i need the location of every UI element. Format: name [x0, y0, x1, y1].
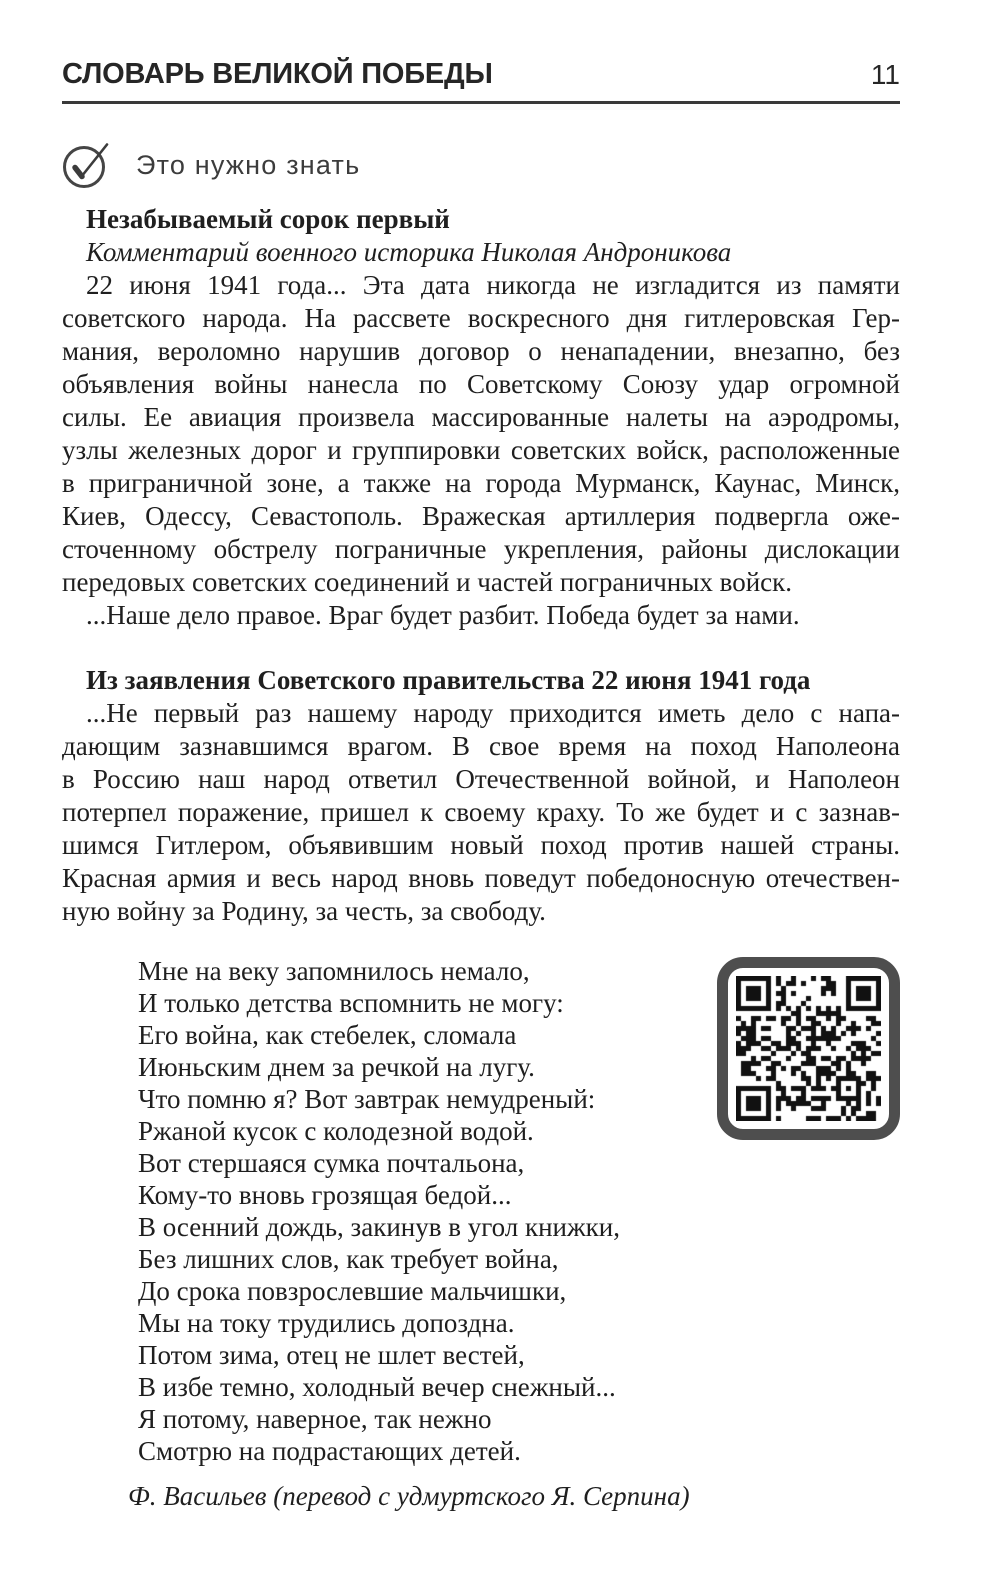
- poem-line: Кому-то вновь грозящая бедой...: [138, 1180, 512, 1210]
- paragraph-line: ...Наше дело правое. Враг будет разбит. Победа будет за нами.: [86, 600, 800, 630]
- poem-line: В осенний дождь, закинув в угол книжки,: [138, 1212, 620, 1242]
- poem-line: До срока повзрослевшие мальчишки,: [138, 1276, 567, 1306]
- poem-line: Я потому, наверное, так нежно: [138, 1404, 492, 1434]
- paragraph-line: дающим зазнавшимся врагом. В свое время на поход Наполеона: [62, 731, 900, 761]
- running-title: СЛОВАРЬ ВЕЛИКОЙ ПОБЕДЫ: [62, 58, 493, 90]
- paragraph-line: Киев, Одессу, Севастополь. Вражеская артиллерия подвергла оже-: [62, 501, 900, 531]
- paragraph-line: Красная армия и весь народ вновь поведут победоносную отечествен-: [62, 863, 900, 893]
- paragraph-line: объявления войны нанесла по Советскому Союзу удар огромной: [62, 369, 900, 399]
- paragraph-line: шимся Гитлером, объявившим новый поход против нашей страны.: [62, 830, 900, 860]
- qr-code: [717, 957, 900, 1140]
- poem-line: Июньским днем за речкой на лугу.: [138, 1052, 535, 1082]
- paragraph-line: в приграничной зоне, а также на города Мурманск, Каунас, Минск,: [62, 468, 900, 498]
- poem-line: Что помню я? Вот завтрак немудреный:: [138, 1084, 596, 1114]
- page-number: 11: [870, 59, 900, 90]
- section1-paragraph: [62, 269, 900, 632]
- callout-label: Это нужно знать: [136, 149, 361, 180]
- paragraph-line: мания, вероломно нарушив договор о ненападении, внезапно, без: [62, 336, 900, 366]
- poem-line: Ржаной кусок с колодезной водой.: [138, 1116, 534, 1146]
- poem-line: Мне на веку запомнилось немало,: [138, 956, 530, 986]
- know-this-callout: [62, 140, 900, 190]
- paragraph-line: передовых советских соединений и частей пограничных войск.: [62, 567, 793, 597]
- section2-paragraph: [62, 697, 900, 928]
- paragraph-line: ...Не первый раз нашему народу приходится иметь дело с напа-: [86, 698, 900, 728]
- section2-heading: Из заявления Советского правительства 22 июня 1941 года: [86, 665, 811, 695]
- poem-line: Его война, как стебелек, сломала: [138, 1020, 517, 1050]
- poem-attribution: Ф. Васильев (перевод с удмуртского Я. Серпина): [128, 1481, 690, 1511]
- poem-line: Без лишних слов, как требует война,: [138, 1244, 559, 1274]
- poem-line: Потом зима, отец не шлет вестей,: [138, 1340, 525, 1370]
- paragraph-line: сточенному обстрелу пограничные укрепления, районы дислокации: [62, 534, 900, 564]
- section1-heading: Незабываемый сорок первый: [86, 204, 450, 234]
- section1-subheading: Комментарий военного историка Николая Андроникова: [86, 237, 732, 267]
- paragraph-line: узлы железных дорог и группировки советских войск, расположенные: [62, 435, 900, 465]
- poem-line: Смотрю на подрастающих детей.: [138, 1436, 521, 1466]
- poem-line: Вот стершаяся сумка почтальона,: [138, 1148, 525, 1178]
- check-circle-icon: [62, 140, 112, 190]
- poem-line: В избе темно, холодный вечер снежный...: [138, 1372, 616, 1402]
- paragraph-line: в Россию наш народ ответил Отечественной войной, и Наполеон: [62, 764, 900, 794]
- paragraph-line: 22 июня 1941 года... Эта дата никогда не изгладится из памяти: [86, 270, 900, 300]
- poem-section: [62, 955, 900, 1467]
- paragraph-line: советского народа. На рассвете воскресного дня гитлеровская Гер-: [62, 303, 900, 333]
- running-header: [62, 58, 900, 104]
- paragraph-line: ную войну за Родину, за честь, за свободу.: [62, 896, 546, 926]
- paragraph-line: потерпел поражение, пришел к своему краху. То же будет и с зазнав-: [62, 797, 900, 827]
- poem: [138, 955, 717, 1467]
- paragraph-line: силы. Ее авиация произвела массированные налеты на аэродромы,: [62, 402, 900, 432]
- poem-line: Мы на току трудились допоздна.: [138, 1308, 515, 1338]
- poem-line: И только детства вспомнить не могу:: [138, 988, 564, 1018]
